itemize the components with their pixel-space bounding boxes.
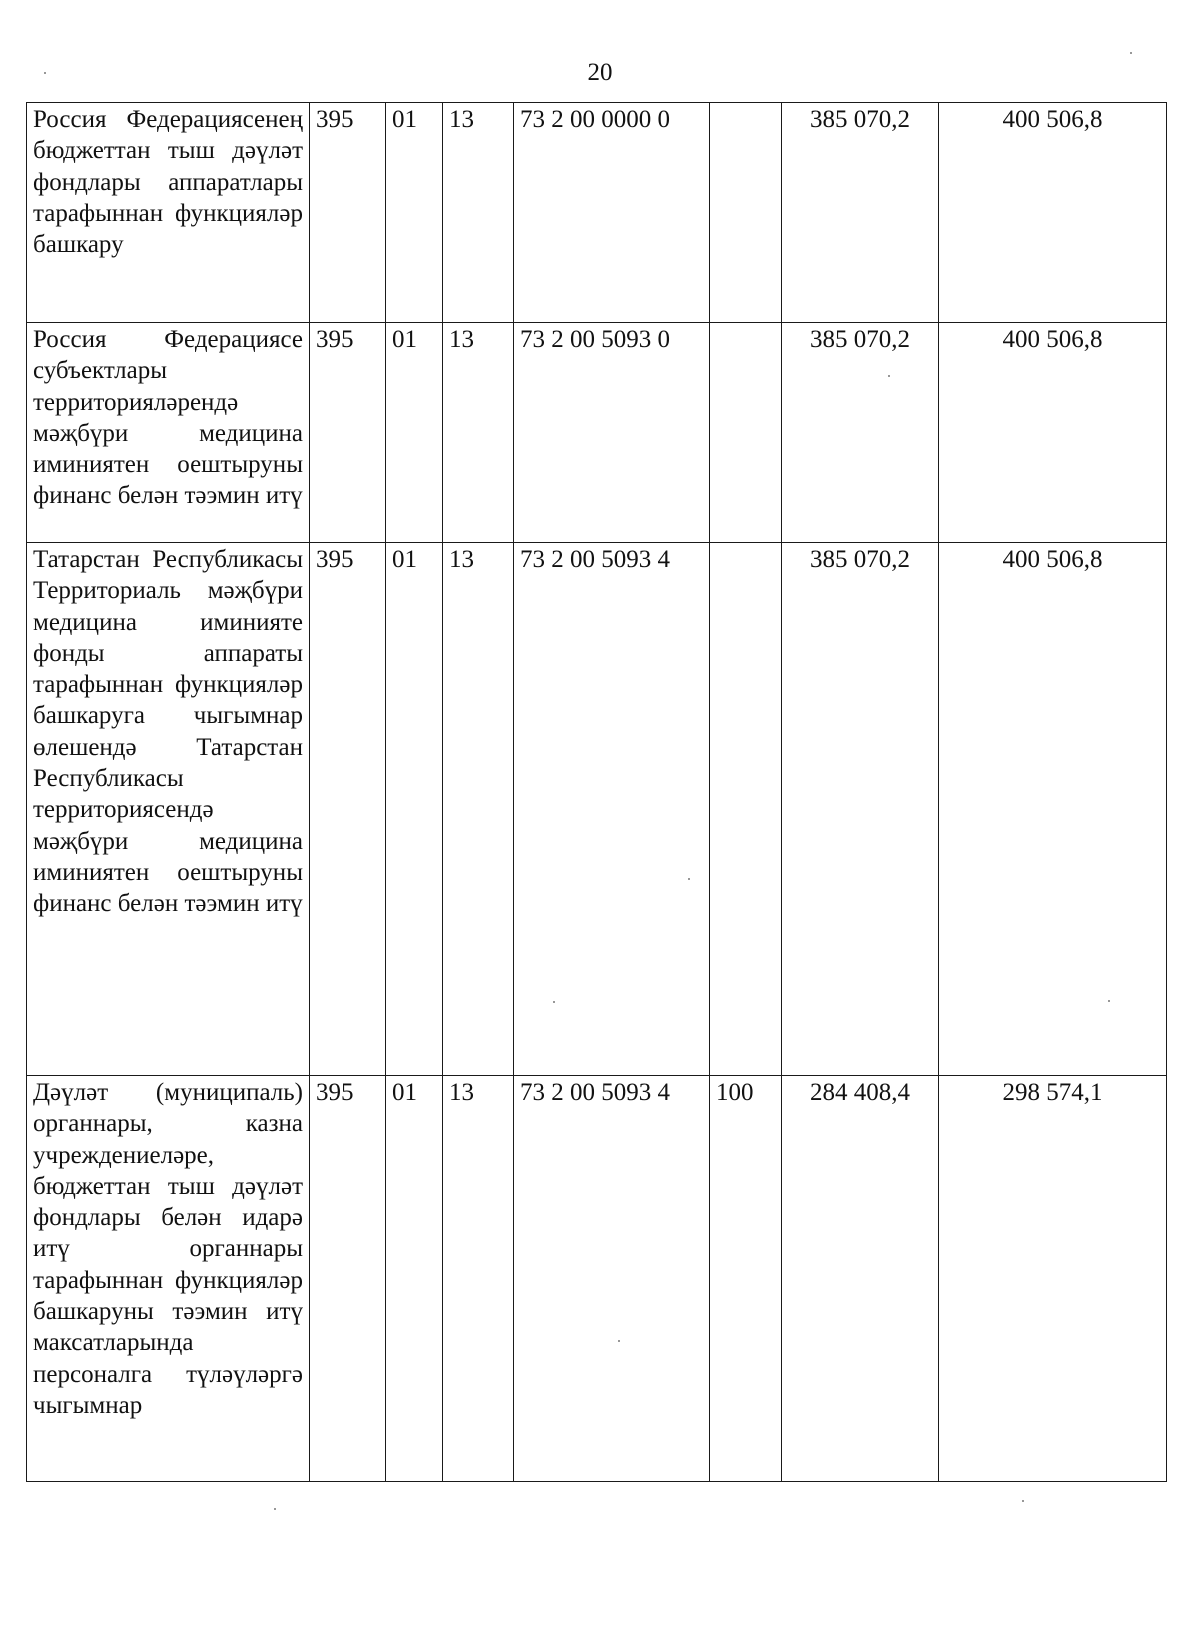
expense-type-cell [710, 103, 782, 323]
row-name-cell: Россия Федерациясе субъектлары территорияләрендә мәҗбүри медицина иминиятен оештыруны финанс белән тәэмин итү [27, 323, 310, 543]
table-row [27, 323, 1167, 543]
target-article-cell: 73 2 00 5093 4 [514, 1076, 710, 1482]
scan-speck [1108, 1000, 1110, 1002]
scan-speck [618, 1340, 620, 1342]
section-code-cell: 01 [386, 543, 443, 1076]
amount-2-cell: 400 506,8 [939, 323, 1167, 543]
amount-2-cell: 400 506,8 [939, 103, 1167, 323]
scan-speck [44, 72, 46, 74]
expense-type-cell [710, 543, 782, 1076]
row-name-cell: Дәүләт (муниципаль) органнары, казна учреждениеләре, бюджеттан тыш дәүләт фондлары белән идарә итү органнары тарафыннан функцияләр башкаруны тәэмин итү максатларында персоналга түләүләргә чыгымнар [27, 1076, 310, 1482]
target-article-cell: 73 2 00 0000 0 [514, 103, 710, 323]
amount-1-cell: 385 070,2 [782, 543, 939, 1076]
amount-2-cell: 298 574,1 [939, 1076, 1167, 1482]
section-code-cell: 01 [386, 103, 443, 323]
section-code-cell: 01 [386, 1076, 443, 1482]
scan-speck [1022, 1500, 1024, 1502]
ministry-code-cell: 395 [310, 323, 386, 543]
amount-1-cell: 385 070,2 [782, 323, 939, 543]
subsection-code-cell: 13 [443, 323, 514, 543]
ministry-code-cell: 395 [310, 103, 386, 323]
ministry-code-cell: 395 [310, 543, 386, 1076]
scan-speck [888, 375, 890, 377]
page-number: 20 [587, 59, 613, 86]
ministry-code-cell: 395 [310, 1076, 386, 1482]
table-row [27, 1076, 1167, 1482]
section-code-cell: 01 [386, 323, 443, 543]
subsection-code-cell: 13 [443, 1076, 514, 1482]
subsection-code-cell: 13 [443, 543, 514, 1076]
expense-type-cell [710, 323, 782, 543]
scan-speck [688, 878, 690, 880]
scan-speck [274, 1508, 276, 1510]
amount-2-cell: 400 506,8 [939, 543, 1167, 1076]
row-name-cell: Татарстан Республикасы Территориаль мәҗбүри медицина иминияте фонды аппараты тарафыннан функцияләр башкаруга чыгымнар өлешендә Татарстан Республикасы территориясендә мәҗбүри медицина иминиятен оештыруны финанс белән тәэмин итү [27, 543, 310, 1076]
scan-speck [553, 1001, 555, 1003]
row-name-cell: Россия Федерациясенең бюджеттан тыш дәүләт фондлары аппаратлары тарафыннан функцияләр башкару [27, 103, 310, 323]
target-article-cell: 73 2 00 5093 4 [514, 543, 710, 1076]
subsection-code-cell: 13 [443, 103, 514, 323]
budget-table [26, 102, 1167, 1482]
expense-type-cell: 100 [710, 1076, 782, 1482]
amount-1-cell: 284 408,4 [782, 1076, 939, 1482]
table-row [27, 543, 1167, 1076]
amount-1-cell: 385 070,2 [782, 103, 939, 323]
table-row [27, 103, 1167, 323]
scan-speck [1130, 52, 1132, 54]
target-article-cell: 73 2 00 5093 0 [514, 323, 710, 543]
